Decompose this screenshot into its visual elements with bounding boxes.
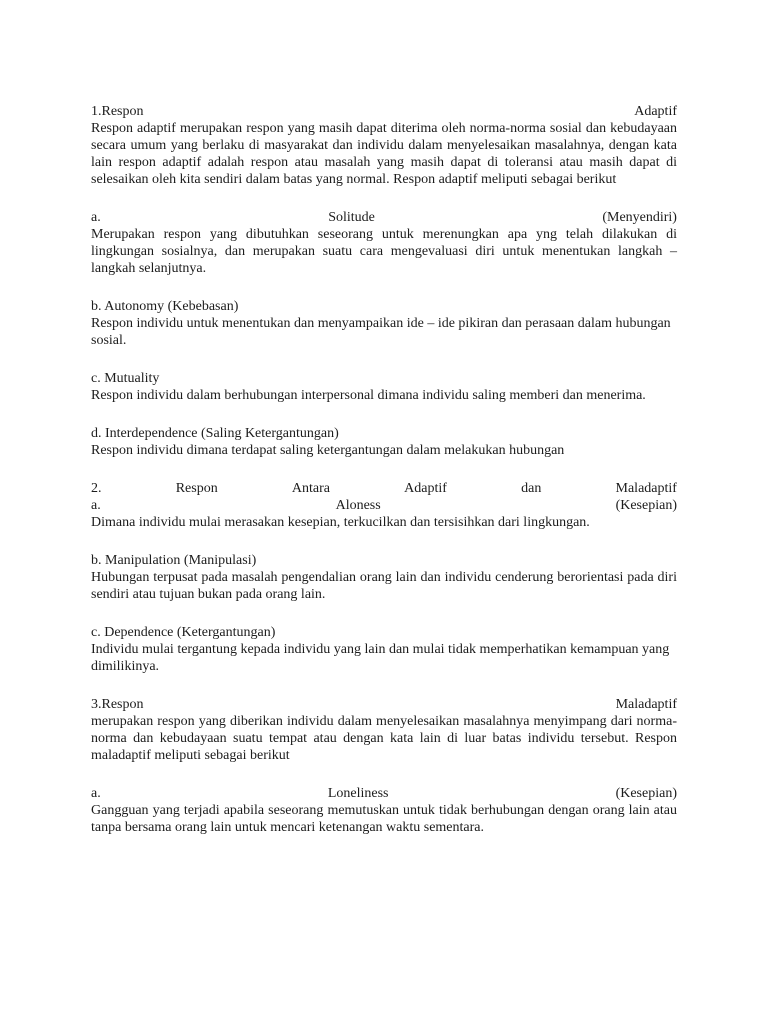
heading-segment: (Menyendiri) <box>602 210 677 225</box>
paragraph: Merupakan respon yang dibutuhkan seseorang untuk merenungkan apa yng telah dilakukan di lingkungan sosialnya, dan merupakan suatu cara mengevaluasi diri untuk menentukan langkah – langkah selanjutnya. <box>91 227 677 276</box>
heading-segment: (Kesepian) <box>615 498 677 513</box>
heading-segment: 1.Respon <box>91 104 144 119</box>
heading-segment: c. Dependence (Ketergantungan) <box>91 625 276 640</box>
section-heading <box>91 552 677 569</box>
section-solitude <box>91 209 677 277</box>
paragraph: Respon individu untuk menentukan dan menyampaikan ide – ide pikiran dan perasaan dalam hubungan sosial. <box>91 316 671 348</box>
section-autonomy <box>91 298 677 349</box>
section-respon-antara <box>91 480 677 531</box>
section-interdependence <box>91 425 677 459</box>
heading-segment: 2. <box>91 481 102 496</box>
section-heading <box>91 425 677 442</box>
paragraph: Respon individu dalam berhubungan interpersonal dimana individu saling memberi dan menerima. <box>91 388 646 403</box>
heading-segment: c. Mutuality <box>91 371 160 386</box>
heading-segment: dan <box>521 481 542 496</box>
paragraph: merupakan respon yang diberikan individu dalam menyelesaikan masalahnya menyimpang dari norma- norma dan kebudayaan suatu tempat atau dengan kata lain di luar batas individu tersebut. Respon maladaptif meliputi sebagai berikut <box>91 714 677 763</box>
heading-segment: Loneliness <box>327 786 389 801</box>
heading-segment: d. Interdependence (Saling Ketergantungan) <box>91 426 339 441</box>
paragraph: Respon adaptif merupakan respon yang masih dapat diterima oleh norma-norma sosial dan kebudayaan secara umum yang berlaku di masyarakat dan individu dalam menyelesaikan masalahnya, dengan kata lain respon adaptif adalah respon atau masalah yang masih dapat di toleransi atau masih dapat di selesaikan oleh kita sendiri dalam batas yang normal. Respon adaptif meliputi sebagai berikut <box>91 121 677 187</box>
section-mutuality <box>91 370 677 404</box>
heading-segment: Maladaptif <box>615 481 677 496</box>
heading-segment: a. <box>91 210 101 225</box>
section-respon-maladaptif <box>91 696 677 764</box>
heading-segment: 3.Respon <box>91 697 144 712</box>
heading-segment: a. <box>91 498 101 513</box>
heading-segment: Respon <box>175 481 218 496</box>
heading-segment: a. <box>91 786 101 801</box>
section-heading <box>91 480 677 497</box>
heading-segment: Maladaptif <box>615 697 677 712</box>
heading-segment: Adaptif <box>634 104 677 119</box>
section-heading <box>91 103 677 120</box>
section-subheading-aloness <box>91 497 677 514</box>
section-dependence <box>91 624 677 675</box>
heading-segment: Aloness <box>335 498 381 513</box>
paragraph: Hubungan terpusat pada masalah pengendalian orang lain dan individu cenderung berorientasi pada diri sendiri atau tujuan bukan pada orang lain. <box>91 570 677 602</box>
paragraph: Gangguan yang terjadi apabila seseorang memutuskan untuk tidak berhubungan dengan orang lain atau tanpa bersama orang lain untuk mencari ketenangan waktu sementara. <box>91 803 677 835</box>
section-heading <box>91 696 677 713</box>
heading-segment: (Kesepian) <box>615 786 677 801</box>
section-loneliness <box>91 785 677 836</box>
paragraph: Dimana individu mulai merasakan kesepian, terkucilkan dan tersisihkan dari lingkungan. <box>91 515 590 530</box>
heading-segment: Solitude <box>328 210 375 225</box>
paragraph: Respon individu dimana terdapat saling ketergantungan dalam melakukan hubungan <box>91 443 565 458</box>
heading-segment: Antara <box>291 481 330 496</box>
heading-segment: b. Manipulation (Manipulasi) <box>91 553 257 568</box>
section-heading <box>91 624 677 641</box>
paragraph: Individu mulai tergantung kepada individu yang lain dan mulai tidak memperhatikan kemampuan yang dimilikinya. <box>91 642 670 674</box>
section-heading <box>91 209 677 226</box>
section-heading <box>91 370 677 387</box>
section-manipulation <box>91 552 677 603</box>
section-respon-adaptif <box>91 103 677 188</box>
section-heading <box>91 785 677 802</box>
heading-segment: b. Autonomy (Kebebasan) <box>91 299 239 314</box>
heading-segment: Adaptif <box>404 481 447 496</box>
section-heading <box>91 298 677 315</box>
